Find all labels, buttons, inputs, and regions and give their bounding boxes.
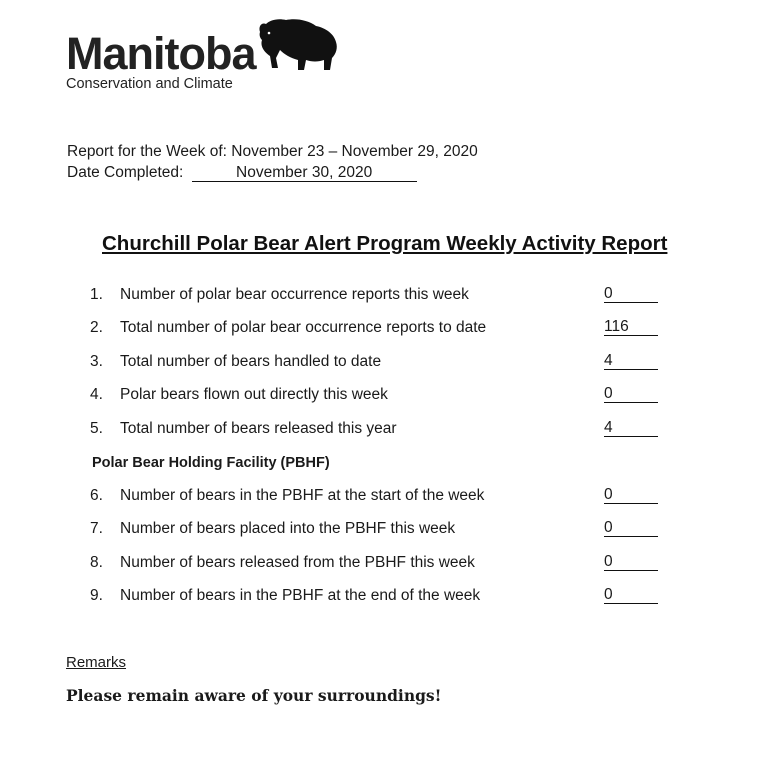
item-label: Number of bears released from the PBHF this week (120, 554, 475, 571)
item-label: Number of bears in the PBHF at the end of the week (120, 587, 481, 604)
report-title: Churchill Polar Bear Alert Program Weekly Activity Report (102, 232, 668, 255)
item-value: 0 (604, 587, 658, 604)
list-item (90, 286, 660, 306)
item-number: 2. (90, 319, 103, 336)
list-item (90, 520, 660, 540)
item-label: Total number of bears handled to date (120, 353, 382, 370)
manitoba-logo (66, 18, 346, 98)
logo-wordmark: Manitoba (66, 28, 256, 79)
list-item (90, 353, 660, 373)
item-number: 8. (90, 554, 103, 571)
report-week-label: Report for the Week of: (67, 143, 227, 160)
list-item (90, 587, 660, 607)
list-item (90, 386, 660, 406)
item-label: Number of bears in the PBHF at the start of the week (120, 487, 485, 504)
item-number: 1. (90, 286, 103, 303)
item-value: 116 (604, 319, 658, 336)
list-item (90, 319, 660, 339)
item-label: Total number of bears released this year (120, 420, 397, 437)
date-completed-value: November 30, 2020 (192, 165, 417, 182)
item-number: 5. (90, 420, 103, 437)
item-label: Number of polar bear occurrence reports this week (120, 286, 469, 303)
item-value: 0 (604, 286, 658, 303)
item-number: 3. (90, 353, 103, 370)
remarks-text: Please remain aware of your surroundings! (66, 686, 442, 705)
item-value: 0 (604, 520, 658, 537)
item-number: 6. (90, 487, 103, 504)
item-value: 4 (604, 353, 658, 370)
list-item (90, 420, 660, 440)
item-value: 0 (604, 554, 658, 571)
item-label: Polar bears flown out directly this week (120, 386, 388, 403)
report-week-value: November 23 – November 29, 2020 (231, 143, 478, 160)
section-heading: Polar Bear Holding Facility (PBHF) (92, 455, 330, 471)
item-number: 4. (90, 386, 103, 403)
item-value: 0 (604, 487, 658, 504)
logo-department: Conservation and Climate (66, 76, 233, 92)
item-value: 0 (604, 386, 658, 403)
item-number: 7. (90, 520, 103, 537)
date-completed-label: Date Completed: (67, 164, 184, 181)
bison-icon (256, 18, 340, 78)
date-completed-line (67, 164, 417, 182)
list-item (90, 554, 660, 574)
item-number: 9. (90, 587, 103, 604)
item-label: Number of bears placed into the PBHF this week (120, 520, 456, 537)
item-label: Total number of polar bear occurrence reports to date (120, 319, 487, 336)
list-item (90, 487, 660, 507)
remarks-heading: Remarks (66, 654, 127, 671)
item-value: 4 (604, 420, 658, 437)
report-week-line (67, 143, 478, 161)
